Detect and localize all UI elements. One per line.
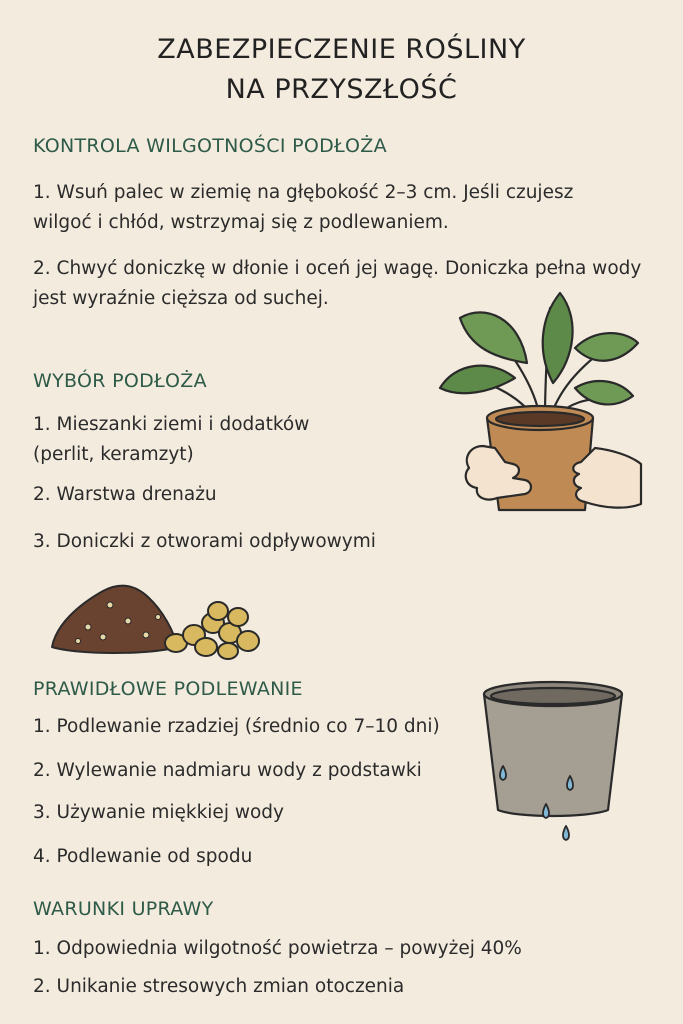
- moisture-item-2-line-2: jest wyraźnie cięższa od suchej.: [33, 288, 329, 309]
- page-title: [0, 30, 683, 110]
- section-heading-conditions: WARUNKI UPRAWY: [33, 898, 214, 920]
- section-heading-substrate: WYBÓR PODŁOŻA: [33, 370, 207, 392]
- watering-item-1: 1. Podlewanie rzadziej (średnio co 7–10 dni): [33, 716, 440, 737]
- conditions-item-1: 1. Odpowiednia wilgotność powietrza – powyżej 40%: [33, 938, 522, 959]
- substrate-item-3: 3. Doniczki z otworami odpływowymi: [33, 531, 376, 552]
- title-line-1: ZABEZPIECZENIE ROŚLINY: [157, 34, 526, 65]
- soil-and-clay-pebbles-icon: [48, 575, 266, 660]
- substrate-item-1-line-1: 1. Mieszanki ziemi i dodatków: [33, 414, 310, 435]
- moisture-item-2-line-1: 2. Chwyć doniczkę w dłonie i oceń jej wagę. Doniczka pełna wody: [33, 258, 642, 279]
- plant-in-hands-icon: [435, 288, 645, 520]
- conditions-item-2: 2. Unikanie stresowych zmian otoczenia: [33, 976, 405, 997]
- substrate-item-1-line-2: (perlit, keramzyt): [33, 444, 194, 465]
- watering-item-2: 2. Wylewanie nadmiaru wody z podstawki: [33, 760, 422, 781]
- watering-item-3: 3. Używanie miękkiej wody: [33, 802, 284, 823]
- moisture-item-1-line-2: wilgoć i chłód, wstrzymaj się z podlewaniem.: [33, 212, 449, 233]
- watering-item-4: 4. Podlewanie od spodu: [33, 846, 253, 867]
- section-heading-watering: PRAWIDŁOWE PODLEWANIE: [33, 678, 303, 700]
- substrate-item-2: 2. Warstwa drenażu: [33, 484, 217, 505]
- section-heading-moisture: KONTROLA WILGOTNOŚCI PODŁOŻA: [33, 135, 387, 157]
- leaking-pot-icon: [478, 676, 628, 848]
- moisture-item-1-line-1: 1. Wsuń palec w ziemię na głębokość 2–3 cm. Jeśli czujesz: [33, 182, 574, 203]
- title-line-2: NA PRZYSZŁOŚĆ: [225, 74, 458, 105]
